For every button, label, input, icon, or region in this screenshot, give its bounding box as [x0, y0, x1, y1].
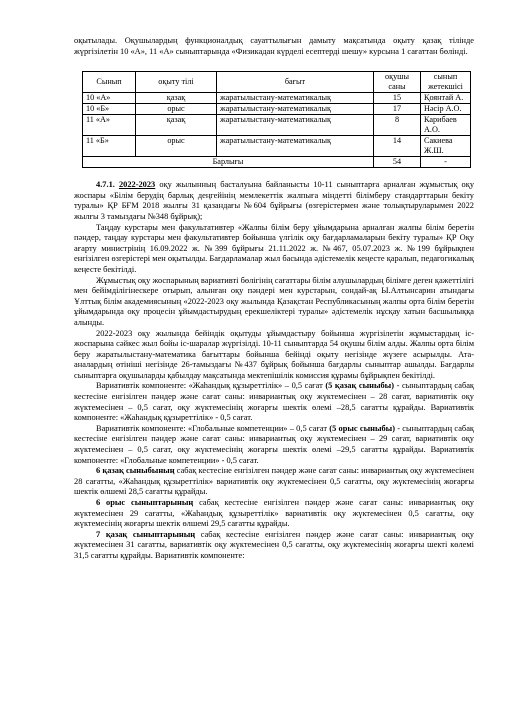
bold-text: (5 орыс сыныбы) [329, 423, 395, 433]
section-text-1: оқу жылынның басталуына байланысты 10-11 сыныптарға арналған жұмыстық оқу жоспары «Білім берудің барлық деңгейінің мемлекеттік жалпыға міндетті білімберу стандарттарын бекіту туралы» ҚР БҒМ 2018 жылғы 31 қазандағы №604 бұйрығы (өзгерістермен және толықтыруларымен 2022 жылғы 3 тамыздағы №348 бұйрық); [74, 180, 475, 221]
section-paragraph-2: Таңдау курстары мен факультативтер «Жалпы білім беру ұйымдарына арналған жалпы білім беретін пәндер, таңдау курстары мен факультативтер бойынша үлгілік оқу бағдарламаларын бекіту туралы» ҚР Оқу ағарту министрінің 16.09.2022 ж. №399 бұйрығы 21.11.2022 ж. №467, 05.07.2023 ж. №199 бұйрықпен енгізілген өзгерістері мен оқытылды. Бағдарламалар жыл басында әдістемелік кеңесте қаралып, педагогикалық кеңесте бекітілді. [74, 222, 474, 274]
cell-teacher: Сакиева Ж.Ш. [421, 136, 471, 157]
bold-text: (5 қазақ сыныбы) [325, 381, 395, 391]
cell-students: 15 [374, 93, 421, 104]
text: сабақ кестесіне енгізілген пәндер және сағат саны: инвариантық оқу жүктемесінен 31 сағатты, вариативтік оқу жүктемесінен 0,5 сағатты, оқу жүктемесінің жоғарғы шекті көлемі 31,5 сағатты құрайды. Вариативтік компоненте: [74, 529, 474, 560]
section-paragraph-3: Жұмыстық оқу жоспарының вариативті бөлігінің сағаттары білім алушылардың білімге деген қажеттілігі мен бейімділігінескере отырып, алынған оқу пәндері мен курстарын, сондай-ақ Ы.Алтынсарин атындағы Ұлттық білім академиясының «2022-2023 оқу жылында Қазақстан Республикасының жалпы орта білім беретін ұйымдарында оқу процесін ұйымдастырудың ерекшеліктері туралы» әдістемелік нұсқау хатын басшылыққа алынды. [74, 275, 474, 327]
cell-language: қазақ [136, 115, 217, 136]
cell-class: 10 «Б» [83, 104, 136, 115]
cell-teacher: Нәсір А.О. [421, 104, 471, 115]
section-paragraph-5 [74, 381, 474, 423]
cell-direction: жаратылыстану-математикалық [217, 136, 374, 157]
section-year: 2022-2023 [118, 180, 156, 190]
table-row [83, 115, 471, 136]
cell-language: орыс [136, 136, 217, 157]
bold-text: 6 қазақ сыныбының [96, 466, 175, 476]
intro-paragraph: оқытылады. Оқушылардың функционалдық сауаттылығын дамыту мақсатында оқыту қазақ тілінде жүргізілетін 10 «А», 11 «А» сыныптарында «Физикадан күрделі есептерді шешу» курсына 1 сағаттан бөлінді. [74, 36, 474, 56]
section-paragraph-1 [74, 180, 474, 222]
header-language: оқыту тілі [136, 72, 217, 93]
text: сабақ кестесіне енгізілген пәндер және сағат саны: инвариантық оқу жүктемесінен 29 сағатты, «Жаһандық құзыреттілік» вариативтік оқу жүктемесінен 0,5 сағатты, оқу жүктемесінің жоғарғы шектік өлшемі 29,5 сағатты құрайды. [74, 498, 474, 529]
section-number: 4.7.1. [96, 180, 115, 190]
cell-total-label: Барлығы [83, 157, 374, 168]
section-paragraph-8 [74, 498, 474, 530]
header-teacher: сынып жетекшісі [421, 72, 471, 93]
table-row [83, 93, 471, 104]
text: сабақ кестесіне енгізілген пәндер және сағат саны: инвариантық оқу жүктемесінен 28 сағатты, «Жаһандық құзыреттілік» вариативтік оқу жүктемесінен 0,5 сағатты, оқу жүктемесінің жоғарғы шектік өлшемі 28,5 сағатты құрайды. [74, 466, 474, 497]
bold-text: 7 қазақ сыныптарының [96, 529, 196, 539]
cell-students: 14 [374, 136, 421, 157]
section-paragraph-4: 2022-2023 оқу жылында бейіндік оқытуды ұйымдастыру бойынша жүргізілетін жұмыстардың іс-жоспарына сәйкес жыл бойы іс-шаралар жүргізілді. 10-11 сыныптарда 54 оқушы білім алды. Жалпы орта білім беру жаратылыстану-математика бағыттары бойынша бейінді оқыту негізінде жүзеге асырылды. Ата-аналардың өтініші негізінде 26-тамыздағы №437 бұйрық бойынша бағдарлы сыныптар ашылды. Бағдарлы сыныптарға оқушыларды қабылдау мақсатында мектепішілік комиссия құрамы бұйрықпен бекітілді. [74, 328, 474, 380]
header-class: Сынып [83, 72, 136, 93]
section-paragraph-7 [74, 466, 474, 498]
cell-direction: жаратылыстану-математикалық [217, 93, 374, 104]
cell-language: орыс [136, 104, 217, 115]
text: - сыныптардың сабақ кестесіне енгізілген пәндер және сағат саны: инвариантық оқу жүктемесінен – 29 сағат, вариативтік оқу жүктемесінен – 0,5 сағат, оқу жүктемесінің жоғарғы шектік өлемі –29,5 сағатты құрайды. Вариативтік компоненте: «Глобальные компетенции» - 0,5 сағат. [74, 423, 474, 465]
cell-total-students: 54 [374, 157, 421, 168]
cell-total-teacher: - [421, 157, 471, 168]
table-row [83, 104, 471, 115]
section-paragraph-6 [74, 424, 474, 466]
cell-class: 11 «Б» [83, 136, 136, 157]
cell-language: қазақ [136, 93, 217, 104]
cell-direction: жаратылыстану-математикалық [217, 104, 374, 115]
header-direction: бағыт [217, 72, 374, 93]
text: - сыныптардың сабақ кестесіне енгізілген пәндер және сағат саны: инвариантық оқу жүктемесінен – 28 сағат, вариативтік оқу жүктемесінен – 0,5 сағат, оқу жүктемесінің жоғарғы шектік өлемі –28,5 сағатты құрайды. Вариативтік компоненте: «Жаһандық құзыреттілік» - 0,5 сағат. [74, 381, 474, 423]
header-students: оқушы саны [374, 72, 421, 93]
text: Вариативтік компоненте: «Глобальные компетенции» – 0,5 сағат [96, 423, 330, 433]
cell-class: 10 «А» [83, 93, 136, 104]
class-table [82, 71, 471, 168]
cell-students: 8 [374, 115, 421, 136]
cell-class: 11 «А» [83, 115, 136, 136]
cell-teacher: Карибаев А.О. [421, 115, 471, 136]
text: Вариативтік компоненте: «Жаһандық құзыреттілік» – 0,5 сағат [96, 381, 326, 391]
table-total-row [83, 157, 471, 168]
cell-students: 17 [374, 104, 421, 115]
cell-teacher: Қоянтай А. [421, 93, 471, 104]
bold-text: 6 орыс сыныптарының [96, 498, 194, 507]
document-page [74, 36, 474, 562]
table-header-row [83, 72, 471, 93]
section-paragraph-9 [74, 530, 474, 562]
table-row [83, 136, 471, 157]
cell-direction: жаратылыстану-математикалық [217, 115, 374, 136]
